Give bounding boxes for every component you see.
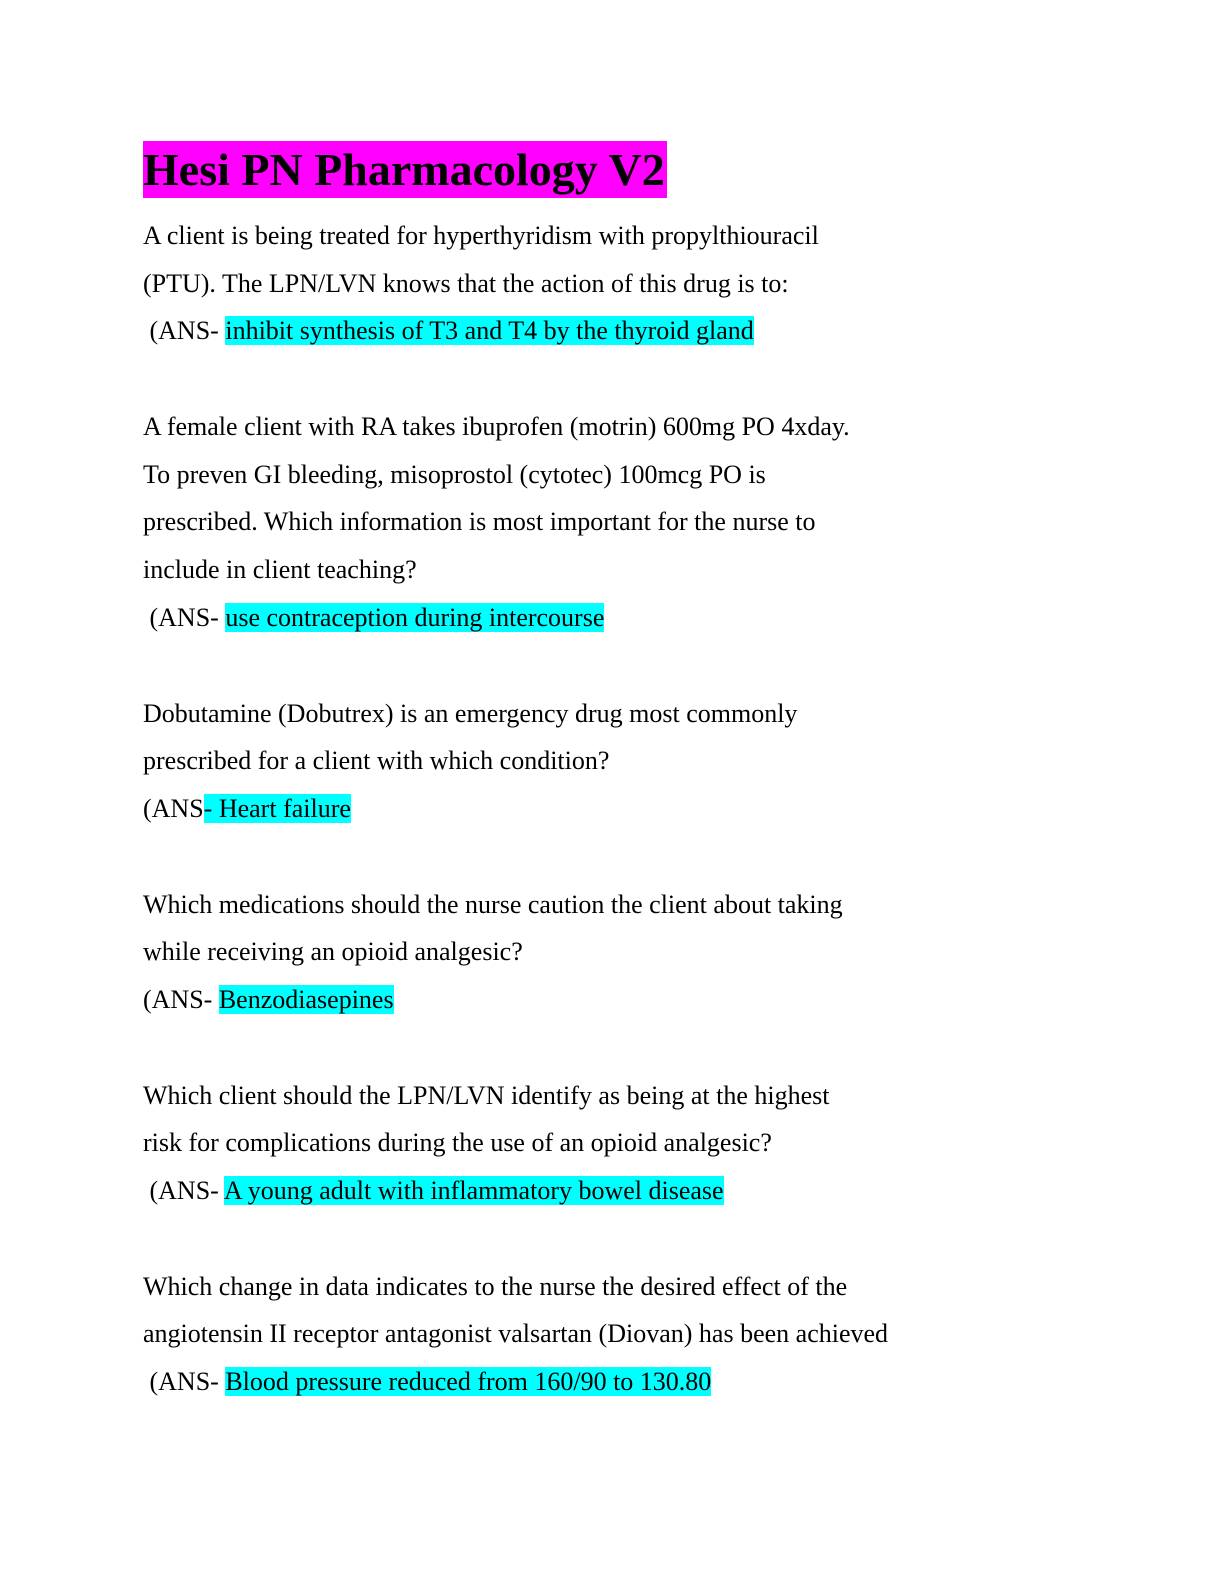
answer-highlight: Blood pressure reduced from 160/90 to 130.80 — [225, 1367, 712, 1397]
question-text-line: prescribed for a client with which condition? — [143, 746, 610, 776]
answer-line — [143, 594, 1103, 642]
answer-highlight: inhibit synthesis of T3 and T4 by the thyroid gland — [225, 316, 754, 346]
question-text-line: include in client teaching? — [143, 555, 417, 585]
question-text-line: (PTU). The LPN/LVN knows that the action of this drug is to: — [143, 268, 789, 298]
question-text-line: Dobutamine (Dobutrex) is an emergency drug most commonly — [143, 698, 798, 728]
question-text-line: To preven GI bleeding, misoprostol (cytotec) 100mcg PO is — [143, 459, 766, 489]
question-text-line: while receiving an opioid analgesic? — [143, 937, 523, 967]
question-text-line: Which change in data indicates to the nurse the desired effect of the — [143, 1271, 848, 1301]
question-block-6 — [143, 1263, 1103, 1406]
document-title: Hesi PN Pharmacology V2 — [143, 141, 667, 198]
question-text-line: A client is being treated for hyperthyridism with propylthiouracil — [143, 221, 819, 250]
answer-prefix: (ANS- — [143, 316, 226, 346]
question-block-3 — [143, 690, 1103, 833]
answer-line — [143, 1167, 1103, 1215]
answer-highlight: Benzodiasepines — [218, 984, 394, 1014]
answer-line — [143, 307, 1103, 355]
question-text-line: Which medications should the nurse caution the client about taking — [143, 889, 843, 919]
answer-prefix: (ANS- — [143, 1176, 224, 1205]
answer-line — [143, 785, 1103, 833]
question-block-5 — [143, 1072, 1103, 1215]
answer-prefix: (ANS — [143, 793, 204, 823]
question-block-2 — [143, 403, 1103, 641]
question-text-line: A female client with RA takes ibuprofen (motrin) 600mg PO 4xday. — [143, 412, 850, 442]
question-text-line: angiotensin II receptor antagonist valsartan (Diovan) has been achieved — [143, 1319, 889, 1349]
answer-highlight: A young adult with inflammatory bowel disease — [223, 1176, 724, 1205]
answer-prefix: (ANS- — [143, 602, 226, 632]
question-block-1 — [143, 212, 1103, 355]
question-block-4 — [143, 881, 1103, 1024]
answer-highlight: - Heart failure — [203, 793, 351, 823]
question-text-line: Which client should the LPN/LVN identify as being at the highest — [143, 1080, 830, 1110]
document-page — [143, 141, 1103, 1454]
question-text-line: risk for complications during the use of an opioid analgesic? — [143, 1128, 772, 1158]
answer-prefix: (ANS- — [143, 984, 219, 1014]
answer-line — [143, 976, 1103, 1024]
answer-line — [143, 1358, 1103, 1406]
answer-highlight: use contraception during intercourse — [225, 602, 605, 632]
question-text-line: prescribed. Which information is most important for the nurse to — [143, 507, 816, 537]
answer-prefix: (ANS- — [143, 1367, 226, 1397]
